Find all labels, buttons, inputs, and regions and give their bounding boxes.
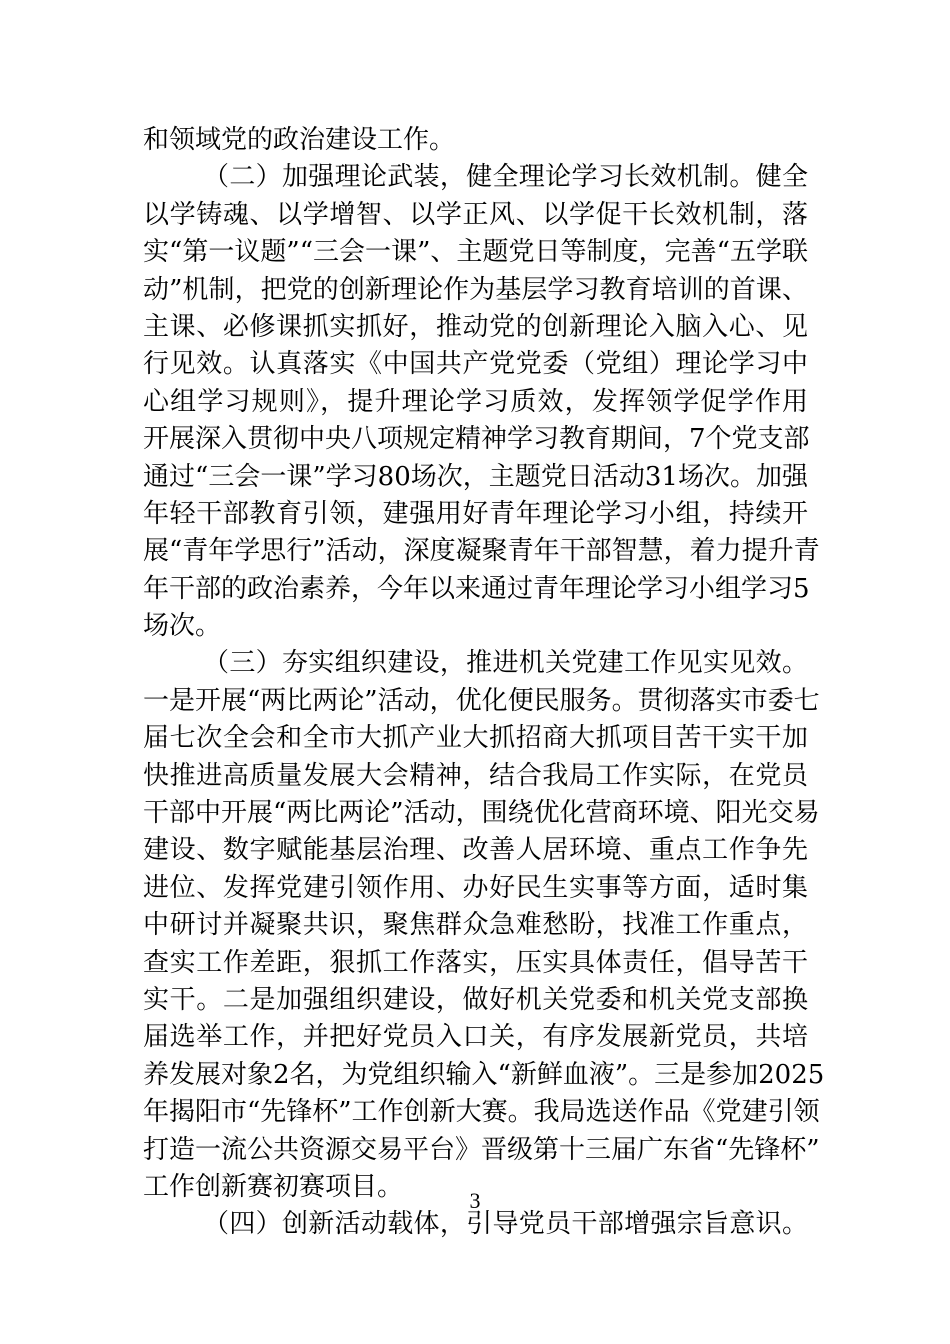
text-line: 进位、发挥党建引领作用、办好民生实事等方面，适时集 bbox=[143, 872, 808, 903]
page-number: 3 bbox=[469, 1188, 481, 1213]
text-line: 养发展对象2名，为党组织输入“新鲜血液”。三是参加2025 bbox=[143, 1059, 825, 1090]
text-line: 心组学习规则》，提升理论学习质效，发挥领学促学作用 bbox=[143, 386, 808, 417]
text-line: 和领域党的政治建设工作。 bbox=[143, 125, 456, 155]
text-line: 打造一流公共资源交易平台》晋级第十三届广东省“先锋杯” bbox=[143, 1134, 820, 1165]
text-line: 通过“三会一课”学习80场次，主题党日活动31场次。加强 bbox=[143, 461, 808, 492]
text-line: 工作创新赛初赛项目。 bbox=[143, 1171, 404, 1202]
text-line: 一是开展“两比两论”活动，优化便民服务。贯彻落实市委七 bbox=[143, 685, 820, 716]
text-line: 届选举工作，并把好党员入口关，有序发展新党员，共培 bbox=[143, 1022, 808, 1053]
text-line: 场次。 bbox=[143, 611, 222, 642]
text-line: 年干部的政治素养，今年以来通过青年理论学习小组学习5 bbox=[143, 573, 810, 604]
text-line: 快推进高质量发展大会精神，结合我局工作实际，在党员 bbox=[143, 760, 808, 791]
text-line: 中研讨并凝聚共识，聚焦群众急难愁盼，找准工作重点， bbox=[143, 910, 808, 941]
text-line: 建设、数字赋能基层治理、改善人居环境、重点工作争先 bbox=[143, 835, 808, 866]
body-text bbox=[143, 122, 825, 1244]
text-line: 动”机制，把党的创新理论作为基层学习教育培训的首课、 bbox=[143, 274, 808, 305]
text-line: 行见效。认真落实《中国共产党党委（党组）理论学习中 bbox=[143, 349, 808, 380]
section-heading-4: （四）创新活动载体，引导党员干部增强宗旨意识。 bbox=[203, 1209, 808, 1240]
text-line: 查实工作差距，狠抓工作落实，压实具体责任，倡导苦干 bbox=[143, 947, 808, 978]
section-heading-2: （二）加强理论武装，健全理论学习长效机制。健全 bbox=[203, 162, 808, 193]
text-line: 实“第一议题”“三会一课”、主题党日等制度，完善“五学联 bbox=[143, 237, 808, 268]
text-line: 主课、必修课抓实抓好，推动党的创新理论入脑入心、见 bbox=[143, 311, 808, 342]
text-line: 展“青年学思行”活动，深度凝聚青年干部智慧，着力提升青 bbox=[143, 536, 820, 567]
text-line: 年轻干部教育引领，建强用好青年理论学习小组，持续开 bbox=[143, 498, 808, 529]
text-line: 开展深入贯彻中央八项规定精神学习教育期间，7个党支部 bbox=[143, 424, 810, 455]
text-line: 以学铸魂、以学增智、以学正风、以学促干长效机制，落 bbox=[143, 199, 808, 230]
text-line: 实干。二是加强组织建设，做好机关党委和机关党支部换 bbox=[143, 984, 808, 1015]
text-line: 届七次全会和全市大抓产业大抓招商大抓项目苦干实干加 bbox=[143, 723, 808, 754]
text-line: 年揭阳市“先锋杯”工作创新大赛。我局选送作品《党建引领 bbox=[143, 1097, 820, 1128]
text-line: 干部中开展“两比两论”活动，围绕优化营商环境、阳光交易 bbox=[143, 798, 820, 829]
section-heading-3: （三）夯实组织建设，推进机关党建工作见实见效。 bbox=[203, 648, 808, 679]
